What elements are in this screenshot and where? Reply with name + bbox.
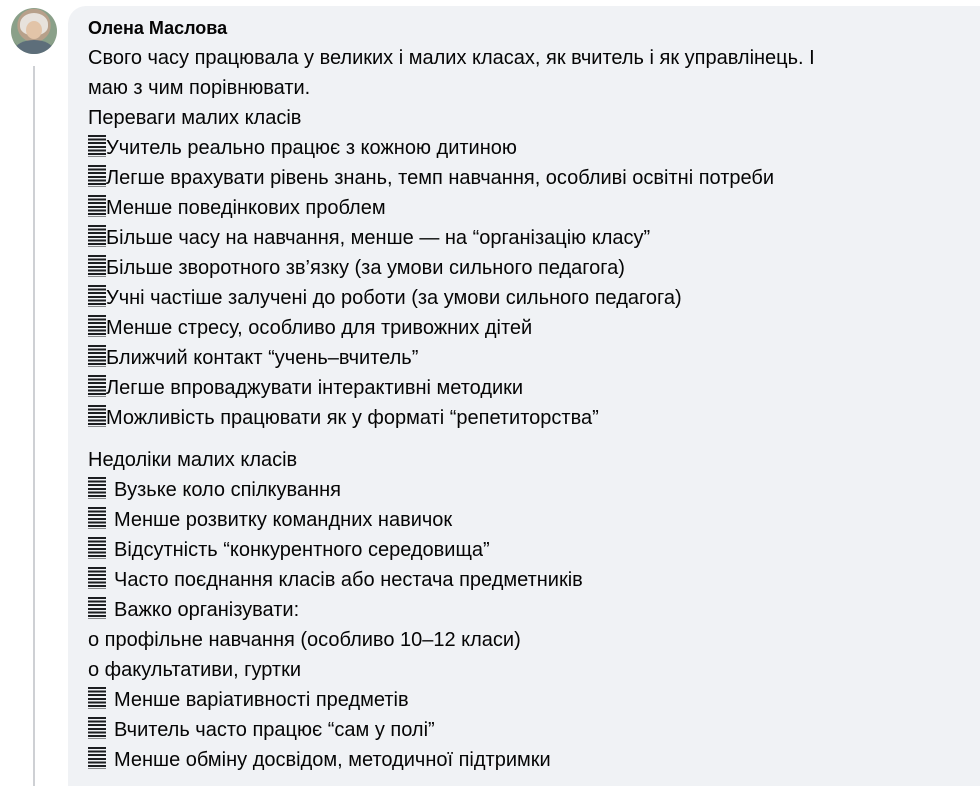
disadvantage-item xyxy=(88,745,968,775)
advantage-item-text: Можливість працювати як у форматі “репетиторства” xyxy=(106,407,599,429)
advantage-item xyxy=(88,343,968,373)
advantages-heading: Переваги малих класів xyxy=(88,107,302,129)
disadvantage-item xyxy=(88,715,968,745)
avatar[interactable] xyxy=(11,8,57,54)
advantage-item xyxy=(88,403,968,433)
advantage-item xyxy=(88,373,968,403)
advantage-item-text: Більше зворотного зв’язку (за умови сильного педагога) xyxy=(106,257,625,279)
list-bar-icon xyxy=(88,567,106,589)
avatar-shirt xyxy=(15,40,53,54)
avatar-face xyxy=(26,21,42,39)
disadvantage-item xyxy=(88,685,968,715)
advantage-item-text: Більше часу на навчання, менше — на “організацію класу” xyxy=(106,227,651,249)
disadvantage-item-text: Часто поєднання класів або нестача предметників xyxy=(114,569,583,591)
list-bar-icon xyxy=(88,717,106,739)
disadvantage-item xyxy=(88,535,968,565)
advantage-item-text: Учні частіше залучені до роботи (за умови сильного педагога) xyxy=(106,287,682,309)
list-bar-icon xyxy=(88,747,106,769)
comment-author-name[interactable]: Олена Маслова xyxy=(88,18,228,38)
disadvantage-item xyxy=(88,595,968,625)
disadvantage-item-text: Вчитель часто працює “сам у полі” xyxy=(114,719,435,741)
list-bar-icon xyxy=(88,345,106,367)
intro-line: Свого часу працювала у великих і малих класах, як вчитель і як управлінець. І xyxy=(88,47,815,69)
list-bar-icon xyxy=(88,225,106,247)
disadvantage-item-text: Менше обміну досвідом, методичної підтримки xyxy=(114,749,551,771)
list-bar-icon xyxy=(88,285,106,307)
list-bar-icon xyxy=(88,135,106,157)
disadvantage-item xyxy=(88,565,968,595)
disadvantages-heading: Недоліки малих класів xyxy=(88,449,298,471)
disadvantage-item-text: Менше розвитку командних навичок xyxy=(114,509,453,531)
list-bar-icon xyxy=(88,687,106,709)
disadvantage-item-text: Менше варіативності предметів xyxy=(114,689,409,711)
disadvantage-item-text: Важко організувати: xyxy=(114,599,300,621)
disadvantage-item xyxy=(88,505,968,535)
disadvantage-subitem: o факультативи, гуртки xyxy=(88,659,302,681)
advantage-item-text: Легше впроваджувати інтерактивні методики xyxy=(106,377,524,399)
disadvantage-item-text: Відсутність “конкурентного середовища” xyxy=(114,539,490,561)
list-bar-icon xyxy=(88,597,106,619)
advantage-item xyxy=(88,193,968,223)
list-bar-icon xyxy=(88,537,106,559)
section-spacer xyxy=(88,433,968,445)
advantage-item xyxy=(88,223,968,253)
advantage-item-text: Легше врахувати рівень знань, темп навчання, особливі освітні потреби xyxy=(106,167,775,189)
list-bar-icon xyxy=(88,165,106,187)
advantage-item-text: Ближчий контакт “учень–вчитель” xyxy=(106,347,419,369)
comment-thread-line xyxy=(33,66,35,786)
list-bar-icon xyxy=(88,375,106,397)
intro-line: маю з чим порівнювати. xyxy=(88,77,311,99)
comment-body xyxy=(88,43,968,775)
advantage-item xyxy=(88,283,968,313)
advantage-item xyxy=(88,163,968,193)
advantage-item xyxy=(88,253,968,283)
list-bar-icon xyxy=(88,507,106,529)
advantage-item xyxy=(88,133,968,163)
advantage-item-text: Менше поведінкових проблем xyxy=(106,197,386,219)
disadvantage-item xyxy=(88,475,968,505)
advantage-item-text: Менше стресу, особливо для тривожних дітей xyxy=(106,317,533,339)
disadvantage-subitem: o профільне навчання (особливо 10–12 класи) xyxy=(88,629,521,651)
list-bar-icon xyxy=(88,195,106,217)
list-bar-icon xyxy=(88,255,106,277)
list-bar-icon xyxy=(88,477,106,499)
advantage-item-text: Учитель реально працює з кожною дитиною xyxy=(106,137,517,159)
list-bar-icon xyxy=(88,405,106,427)
disadvantage-item-text: Вузьке коло спілкування xyxy=(114,479,341,501)
advantage-item xyxy=(88,313,968,343)
list-bar-icon xyxy=(88,315,106,337)
